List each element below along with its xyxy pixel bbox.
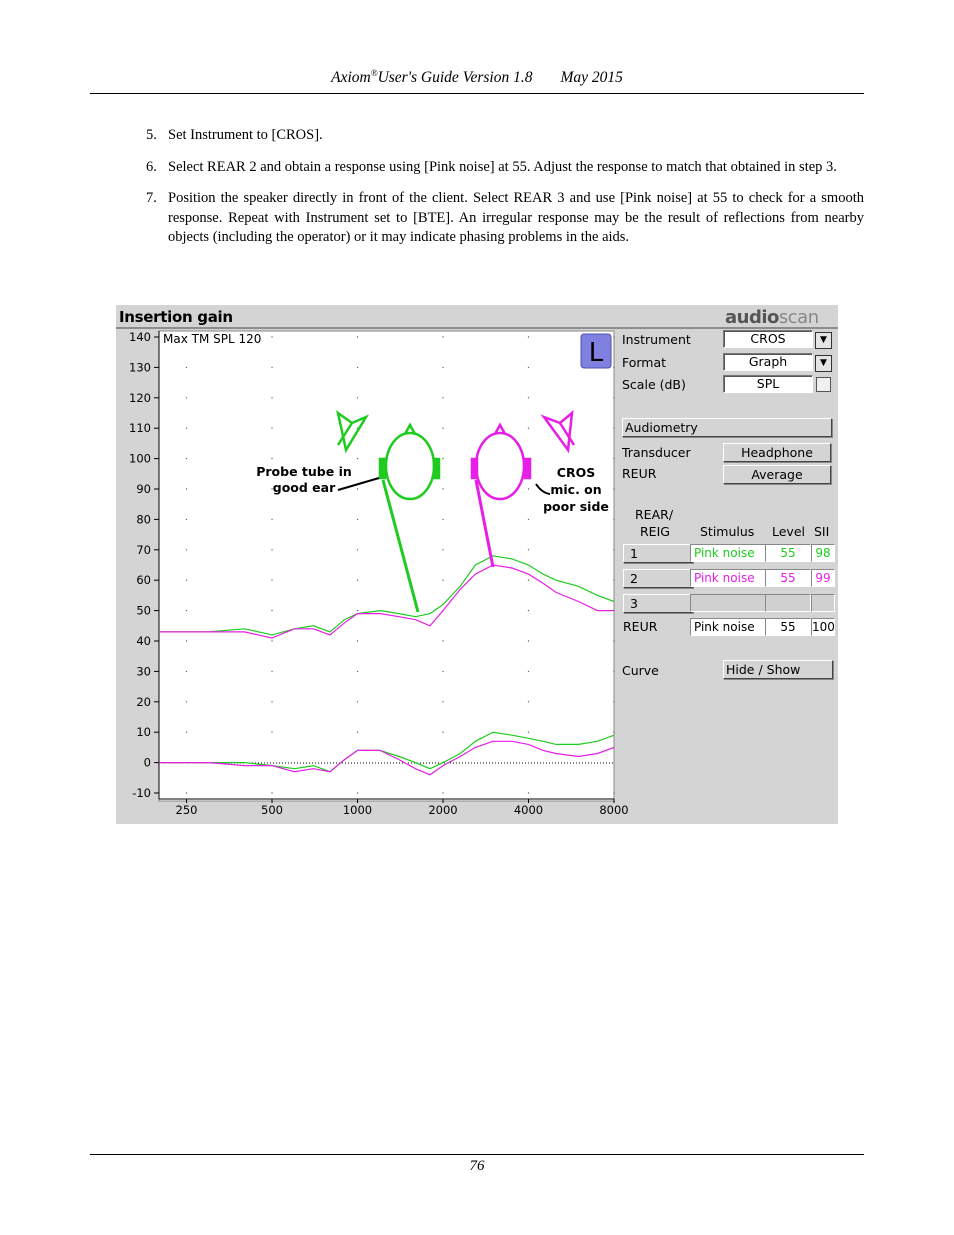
- rear-2-button[interactable]: 2: [623, 569, 693, 588]
- grid-dot: [357, 367, 358, 368]
- grid-dot: [186, 488, 187, 489]
- grid-dot: [186, 610, 187, 611]
- grid-dot: [613, 792, 614, 793]
- grid-dot: [271, 367, 272, 368]
- grid-dot: [271, 549, 272, 550]
- grid-dot: [528, 701, 529, 702]
- reur-row-stimulus: Pink noise: [690, 618, 767, 636]
- grid-dot: [186, 640, 187, 641]
- ear-badge-letter: L: [588, 338, 604, 368]
- ear-icon: [525, 459, 530, 478]
- grid-dot: [442, 549, 443, 550]
- rear-3-button[interactable]: 3: [623, 594, 693, 613]
- grid-dot: [186, 580, 187, 581]
- grid-dot: [528, 488, 529, 489]
- grid-dot: [186, 732, 187, 733]
- rear-2-stimulus: Pink noise: [690, 569, 767, 587]
- grid-dot: [186, 671, 187, 672]
- reur-row-level: 55: [765, 618, 811, 636]
- y-tick-label: 110: [129, 421, 151, 436]
- grid-dot: [528, 732, 529, 733]
- grid-dot: [357, 549, 358, 550]
- rear-1-stimulus: Pink noise: [690, 544, 767, 562]
- grid-dot: [442, 367, 443, 368]
- grid-dot: [271, 458, 272, 459]
- rear-1-level: 55: [765, 544, 811, 562]
- instrument-select[interactable]: CROS: [723, 330, 813, 348]
- grid-dot: [271, 671, 272, 672]
- y-tick-label: 20: [136, 694, 151, 709]
- audioscan-logo: [725, 307, 819, 328]
- grid-dot: [357, 640, 358, 641]
- x-tick-label: 8000: [599, 803, 629, 817]
- grid-dot: [442, 428, 443, 429]
- insertion-gain-screenshot: [116, 305, 838, 824]
- grid-dot: [271, 580, 272, 581]
- footer-rule: [90, 1154, 864, 1155]
- grid-dot: [528, 336, 529, 337]
- scale-select[interactable]: SPL: [723, 375, 813, 393]
- y-tick-label: 130: [129, 360, 151, 375]
- grid-dot: [613, 580, 614, 581]
- transducer-button[interactable]: Headphone: [723, 443, 831, 462]
- grid-dot: [186, 549, 187, 550]
- grid-dot: [357, 519, 358, 520]
- grid-dot: [442, 792, 443, 793]
- x-tick-label: 500: [261, 803, 283, 817]
- page-number: 76: [469, 1158, 485, 1174]
- instrument-dropdown-icon[interactable]: ▼: [815, 332, 832, 349]
- step-list: [90, 126, 864, 260]
- step-item: [90, 158, 864, 178]
- grid-dot: [613, 367, 614, 368]
- grid-dot: [613, 397, 614, 398]
- col-stimulus: Stimulus: [700, 524, 755, 539]
- header-rule: [90, 93, 864, 94]
- grid-dot: [528, 792, 529, 793]
- grid-dot: [528, 580, 529, 581]
- grid-dot: [186, 458, 187, 459]
- hide-show-button[interactable]: Hide / Show: [723, 660, 833, 679]
- y-tick-label: 70: [136, 542, 151, 557]
- x-tick-label: 250: [175, 803, 198, 817]
- x-tick-label: 1000: [342, 803, 373, 817]
- brand-part-a: audio: [725, 307, 779, 328]
- header-date: May 2015: [560, 69, 623, 87]
- probe-label-line-1: Probe tube in: [256, 464, 352, 479]
- transducer-label: Transducer: [622, 445, 691, 460]
- y-tick-label: 100: [129, 451, 151, 466]
- format-label: Format: [622, 355, 667, 370]
- grid-dot: [186, 792, 187, 793]
- step-text: Position the speaker directly in front of the client. Select REAR 3 and use [Pink noise] at 55 to check for a smooth response. Repeat with Instrument set to [BTE]. An irregular response may be the result of reflections from nearby objects (including the operator) or it may indicate phasing problems in the aids.: [168, 190, 864, 245]
- grid-dot: [442, 701, 443, 702]
- probe-label-line-2: good ear: [272, 480, 336, 495]
- page-header: [0, 68, 954, 87]
- col-rear-line-2: REIG: [640, 524, 670, 539]
- grid-dot: [357, 792, 358, 793]
- col-sii: SII: [814, 524, 830, 539]
- step-item: [90, 189, 864, 248]
- rear-3-level: [765, 594, 811, 612]
- ear-icon: [380, 459, 385, 478]
- step-text: Set Instrument to [CROS].: [168, 127, 323, 143]
- step-item: [90, 126, 864, 146]
- grid-dot: [442, 732, 443, 733]
- grid-dot: [442, 397, 443, 398]
- y-tick-label: 40: [136, 634, 151, 648]
- step-number: 5.: [146, 127, 157, 143]
- grid-dot: [271, 397, 272, 398]
- grid-dot: [528, 428, 529, 429]
- grid-dot: [186, 701, 187, 702]
- grid-dot: [528, 671, 529, 672]
- grid-dot: [357, 397, 358, 398]
- y-tick-label: 10: [136, 725, 151, 740]
- step-number: 7.: [146, 190, 157, 206]
- brand-part-b: scan: [778, 307, 819, 328]
- grid-dot: [271, 732, 272, 733]
- grid-dot: [271, 701, 272, 702]
- grid-dot: [613, 640, 614, 641]
- step-text: Select REAR 2 and obtain a response using [Pink noise] at 55. Adjust the response to match that obtained in step 3.: [168, 158, 837, 175]
- rear-1-button[interactable]: 1: [623, 544, 693, 563]
- grid-dot: [271, 336, 272, 337]
- plot-area: [159, 331, 614, 801]
- audiometry-button[interactable]: Audiometry: [622, 418, 832, 437]
- grid-dot: [613, 671, 614, 672]
- y-tick-label: 30: [136, 664, 151, 679]
- grid-dot: [442, 519, 443, 520]
- grid-dot: [186, 397, 187, 398]
- x-tick-label: 4000: [513, 803, 544, 817]
- cros-label-line-3: poor side: [543, 499, 609, 514]
- rear-2-sii: 99: [811, 569, 835, 587]
- grid-dot: [271, 610, 272, 611]
- instrument-label: Instrument: [622, 332, 691, 347]
- step-number: 6.: [146, 158, 157, 175]
- screen-title: Insertion gain: [119, 308, 233, 326]
- registered-mark: ®: [370, 68, 378, 78]
- grid-dot: [528, 367, 529, 368]
- reur-row-label: REUR: [623, 619, 658, 634]
- grid-dot: [442, 458, 443, 459]
- grid-dot: [357, 458, 358, 459]
- grid-dot: [613, 519, 614, 520]
- grid-dot: [271, 519, 272, 520]
- grid-dot: [357, 580, 358, 581]
- rear-2-level: 55: [765, 569, 811, 587]
- guide-title: User's Guide Version 1.8: [377, 69, 533, 87]
- grid-dot: [357, 488, 358, 489]
- grid-dot: [528, 640, 529, 641]
- grid-dot: [357, 610, 358, 611]
- grid-dot: [528, 549, 529, 550]
- grid-dot: [186, 519, 187, 520]
- grid-dot: [357, 336, 358, 337]
- reur-button[interactable]: Average: [723, 465, 831, 484]
- y-tick-label: 0: [143, 755, 151, 770]
- grid-dot: [357, 701, 358, 702]
- grid-dot: [271, 428, 272, 429]
- grid-dot: [442, 640, 443, 641]
- y-tick-label: 120: [129, 390, 151, 405]
- curve-label: Curve: [622, 663, 659, 678]
- col-rear-line-1: REAR/: [635, 507, 674, 522]
- grid-dot: [528, 397, 529, 398]
- col-level: Level: [772, 524, 805, 539]
- rear-1-sii: 98: [811, 544, 835, 562]
- x-tick-label: 2000: [428, 803, 458, 817]
- max-spl-label: Max TM SPL 120: [163, 332, 262, 346]
- y-tick-label: 50: [136, 603, 151, 618]
- rear-3-sii: [811, 594, 835, 612]
- grid-dot: [613, 701, 614, 702]
- grid-dot: [442, 580, 443, 581]
- ear-icon: [434, 459, 439, 478]
- grid-dot: [442, 336, 443, 337]
- grid-dot: [528, 519, 529, 520]
- grid-dot: [357, 732, 358, 733]
- y-tick-label: 140: [129, 330, 151, 344]
- grid-dot: [613, 549, 614, 550]
- grid-dot: [271, 792, 272, 793]
- grid-dot: [271, 640, 272, 641]
- grid-dot: [613, 488, 614, 489]
- product-name: Axiom: [331, 69, 371, 87]
- grid-dot: [613, 428, 614, 429]
- format-select[interactable]: Graph: [723, 353, 813, 371]
- cros-label-line-2: mic. on: [550, 482, 602, 497]
- reur-row-sii: 100: [812, 620, 835, 634]
- grid-dot: [528, 610, 529, 611]
- grid-dot: [613, 458, 614, 459]
- y-tick-label: 90: [136, 482, 151, 496]
- grid-dot: [442, 488, 443, 489]
- rear-3-stimulus: [690, 594, 767, 612]
- grid-dot: [186, 428, 187, 429]
- grid-dot: [613, 336, 614, 337]
- y-tick-label: 80: [136, 512, 151, 527]
- y-tick-label: -10: [132, 786, 151, 800]
- grid-dot: [357, 671, 358, 672]
- scale-label: Scale (dB): [622, 377, 686, 392]
- grid-dot: [613, 732, 614, 733]
- grid-dot: [186, 367, 187, 368]
- cros-label-line-1: CROS: [556, 465, 596, 480]
- reur-label: REUR: [622, 466, 657, 481]
- grid-dot: [442, 671, 443, 672]
- scale-checkbox[interactable]: [816, 377, 831, 392]
- y-tick-label: 60: [136, 573, 151, 588]
- ear-icon: [472, 459, 477, 478]
- format-dropdown-icon[interactable]: ▼: [815, 355, 832, 372]
